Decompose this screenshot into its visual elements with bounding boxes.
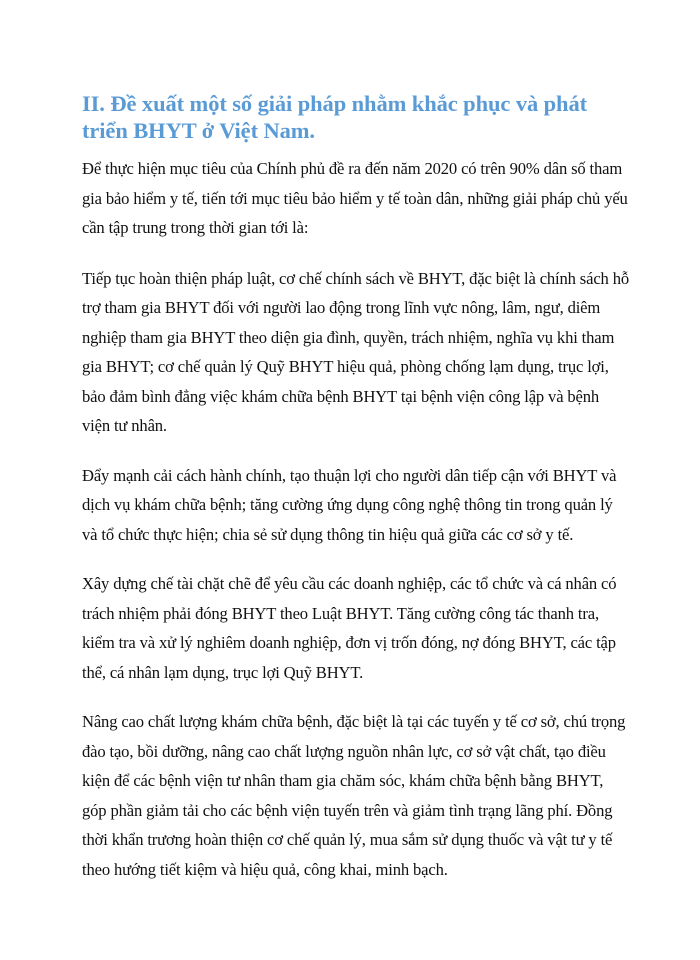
section-heading: II. Đề xuất một số giải pháp nhằm khắc phục và phát triển BHYT ở Việt Nam. (82, 91, 588, 143)
paragraph-administrative-reform: Đẩy mạnh cải cách hành chính, tạo thuận lợi cho người dân tiếp cận với BHYT và dịch vụ khám chữa bệnh; tăng cường ứng dụng công nghệ thông tin trong quản lý và tổ chức thực hiện; chia sẻ sử dụng thông tin hiệu quả giữa các cơ sở y tế. (82, 465, 617, 544)
paragraph-quality-improvement: Nâng cao chất lượng khám chữa bệnh, đặc biệt là tại các tuyến y tế cơ sở, chú trọng đào tạo, bồi dưỡng, nâng cao chất lượng nguồn nhân lực, cơ sở vật chất, tạo điều kiện để các bệnh viện tư nhân tham gia chăm sóc, khám chữa bệnh bằng BHYT, góp phần giảm tải cho các bệnh viện tuyến trên và giảm tình trạng lãng phí. Đồng thời khẩn trương hoàn thiện cơ chế quản lý, mua sắm sử dụng thuốc và vật tư y tế theo hướng tiết kiệm và hiệu quả, công khai, minh bạch. (82, 712, 626, 879)
paragraph-legal-framework: Tiếp tục hoàn thiện pháp luật, cơ chế chính sách về BHYT, đặc biệt là chính sách hỗ trợ tham gia BHYT đối với người lao động trong lĩnh vực nông, lâm, ngư, diêm nghiệp tham gia BHYT theo diện gia đình, quyền, trách nhiệm, nghĩa vụ khi tham gia BHYT; cơ chế quản lý Quỹ BHYT hiệu quả, phòng chống lạm dụng, trục lợi, bảo đảm bình đẳng việc khám chữa bệnh BHYT tại bệnh viện công lập và bệnh viện tư nhân. (82, 268, 629, 435)
paragraph-sanctions: Xây dựng chế tài chặt chẽ để yêu cầu các doanh nghiệp, các tổ chức và cá nhân có trách nhiệm phải đóng BHYT theo Luật BHYT. Tăng cường công tác thanh tra, kiểm tra và xử lý nghiêm doanh nghiệp, đơn vị trốn đóng, nợ đóng BHYT, các tập thể, cá nhân lạm dụng, trục lợi Quỹ BHYT. (82, 574, 617, 682)
paragraph-intro: Để thực hiện mục tiêu của Chính phủ đề ra đến năm 2020 có trên 90% dân số tham gia bảo hiểm y tế, tiến tới mục tiêu bảo hiểm y tế toàn dân, những giải pháp chủ yếu cần tập trung trong thời gian tới là: (82, 159, 628, 237)
